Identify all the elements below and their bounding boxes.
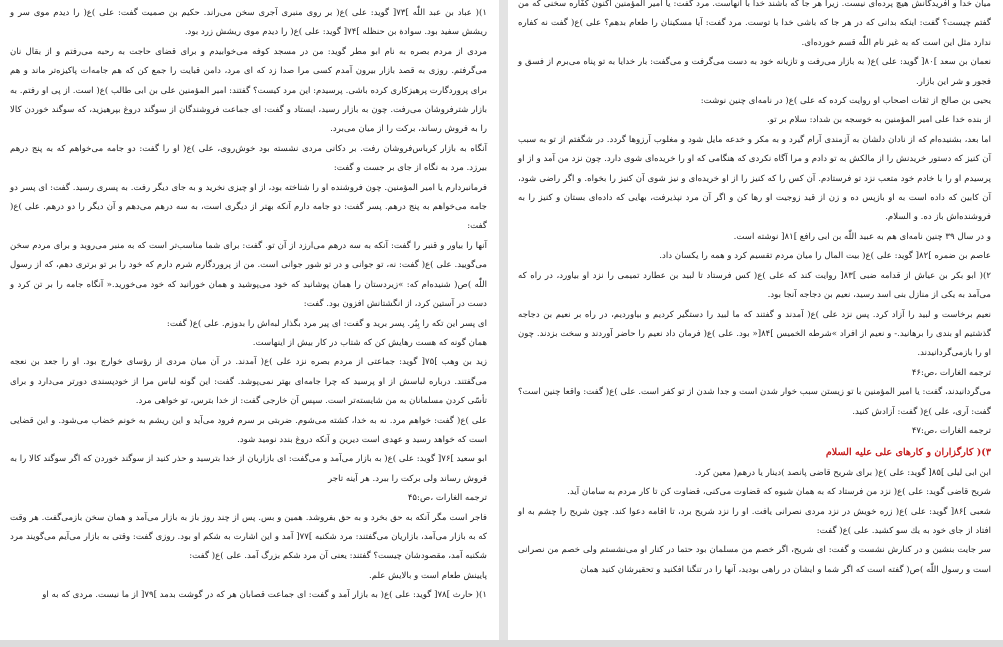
viewer-bottom-edge <box>0 640 1003 647</box>
page-number-ref: ترجمه الغارات ،ص:۴۵ <box>407 493 487 504</box>
paragraph: سر جايت بنشين و در كنارش نشست و گفت: اى شريح، اگر خصم من مسلمان بود حتما در كنار او مى‌نشستم ولى خصم من نصرانى است و رسول اللّٰه )ص( گفته است كه اگر شما و ايشان در راهى بوديد، آنها را در تنگنا افكنيد و تحقيرشان كنيد همان <box>518 545 991 575</box>
paragraph: ۱)( عباد بن عبد اللّٰه ]۷۳[ گويد: على )ع( بر روى منبرى آجرى سخن مى‌راند. حكيم بن صميت گفت: على )ع( را ديدم موى سر و ريشش سفيد بود. سوادة بن حنظله ]۷۴[ گويد: على )ع( را ديدم موى ريشش زرد بود. <box>10 8 487 38</box>
paragraph: نعمان بن سعد ]۸۰[ گويد: على )ع( به بازار مى‌رفت و تازيانه خود به دست مى‌گرفت و مى‌گفت: بار خدايا به تو پناه مى‌برم از فسق و فجور و شر اين بازار. <box>518 57 991 87</box>
paragraph: از بنده خدا على امير المؤمنين به خوسجه بن شداد: سلام بر تو. <box>767 115 991 126</box>
paragraph: عاصم بن ضمره ]۸۲[ گويد: على )ع( بيت المال را ميان مردم تقسيم كرد و همه را يكسان داد. <box>659 251 991 262</box>
paragraph: فاجر است مگر آنكه به حق بخرد و به حق بفروشد. همين و بس. پس از چند روز باز به بازار مى‌آمد و همان سخن بازمى‌گفت. هر وقت كه به بازار مى‌آمد، بازاريان مى‌گفتند: مرد شكنبه ]۷۷[ آمد و اين اشارت به شكم او بود. روزى گفت: وقتى به بازار مى‌آيم مى‌گويند مرد شكنبه آمد، مقصودشان چيست؟ گفتند: يعنى آن مرد شكم بزرگ آمد. على )ع( گفت: <box>10 512 487 562</box>
paragraph: ابو سعيد ]۷۶[ گويد: على )ع( به بازار مى‌آمد و مى‌گفت: اى بازاريان از خدا بترسيد و حذر كنيد از سوگند خوردن كه اگر سوگند كالا را به فروش رساند ولى بركت را ببرد. هر آينه تاجر <box>10 454 487 484</box>
section-heading: ۳)( كارگزاران و كارهاى على عليه السلام <box>825 447 991 459</box>
paragraph: فرمانبردارم يا امير المؤمنين. چون فروشنده او را شناخته بود، از او چيزى نخريد و به جاى ديگر رفت. به پسرى رسيد. گفت: اى پسر دو جامه مى‌خواهم به پنج درهم. پسر گفت: دو جامه دارم آنكه بهتر از ديگرى است، به سه درهم مى‌دهم و آن ديگر را دو درهم. على )ع( گفت: <box>10 182 487 232</box>
paragraph: ميان خدا و آفريدگانش هيچ پرده‌اى نيست. زيرا هر جا كه باشند خدا با آنهاست. مرد گفت: يا امير المؤمنين اكنون كفّاره سخنى كه من گفتم چيست؟ گفت: اينكه بدانى كه در هر جا كه باشى خدا با توست. مرد گفت: آيا مسكينان را طعام بدهم؟ على )ع( گفت نه كفاره ندارد مثل اين است كه به غير نام اللّٰه قسم خورده‌اى. <box>518 0 991 48</box>
paragraph: همان گونه كه هست رهايش كن كه شتاب در كار بيش از اينهاست. <box>252 337 487 348</box>
right-page <box>508 0 1003 640</box>
paragraph: يحيى بن صالح از ثقات اصحاب او روايت كرده كه على )ع( در نامه‌اى چنين نوشت: <box>700 96 991 107</box>
paragraph: ابن ابى ليلى ]۸۵[ گويد: على )ع( براى شريح قاضى پانصد )دينار يا درهم( معين كرد. <box>694 467 991 478</box>
paragraph: ۱)( حارث ]۷۸[ گويد: على )ع( به بازار آمد و گفت: اى جماعت قصابان هر كه در گوشت بدمد ]۷۹[ از ما نيست. مردى كه به او <box>42 590 487 601</box>
paragraph: مى‌گردانيدند، گفت: يا امير المؤمنين با تو زيستن سبب خوار شدن است و جدا شدن از تو كفر است. على )ع( گفت: واقعا چنين است؟ گفت: آرى، على )ع( گفت: آزادش كنيد. <box>518 387 991 417</box>
paragraph: و در سال ۳۹ چنين نامه‌اى هم به عبيد اللّٰه بن ابى رافع ]۸۱[ نوشته است. <box>733 231 991 242</box>
paragraph: آنگاه به بازار كرباس‌فروشان رفت. بر دكانى مردى نشسته بود خوش‌روى، على )ع( او را گفت: دو جامه مى‌خواهم كه به پنج درهم بيرزد. مرد به نگاه از جاى بر جست و گفت: <box>10 143 487 174</box>
page-gutter <box>499 0 508 640</box>
page-number-ref: ترجمه الغارات ،ص:۴۶ <box>911 367 991 378</box>
paragraph: شعبى ]۸۶[ گويد: على )ع( زره خويش در نزد مردى نصرانى يافت. او را نزد شريح برد، تا اقامه دعوا كند. چون شريح را چشم به او افتاد از جاى خود به يك سو كشيد. على )ع( گفت: <box>518 506 992 536</box>
paragraph: نعيم برخاست و لبيد را آزاد كرد. پس نزد على )ع( آمدند و گفتند كه ما لبيد را دستگير كرديم و بياورديم، در راه بر نعيم بن دجاجه گذشتيم او بندى را برهانيد.- و نعيم از افراد »شرطه الخميس ]۸۴[« بود. على )ع( فرمان داد نعيم را حاضر آوردند و سخت بزدند. چون او را بازمى‌گردانيدند. <box>518 309 991 359</box>
paragraph: پايينش طعام است و بالايش علم. <box>369 570 487 581</box>
page-number-ref: ترجمه الغارات ،ص:۴۷ <box>911 425 991 436</box>
left-page-text <box>10 4 487 606</box>
paragraph: على )ع( گفت: خواهم مرد. نه به خدا، كشته مى‌شوم. ضربتى بر سرم فرود مى‌آيد و اين ريشم به خونم خضاب مى‌شود. و اين قضايى است كه خواهد رسيد و عهدى است ديرين و آنكه دروغ بندد نوميد شود. <box>10 415 487 445</box>
paragraph: مردى از مردم بصره به نام ابو مطر گويد: من در مسجد كوفه مى‌خوابيدم و براى قضاى حاجت به رحبه مى‌رفتم و از بقال نان مى‌گرفتم. روزى به قصد بازار بيرون آمدم كسى مرا صدا زد كه اى مرد، دامن قبايت را جمع كن كه هم جامه‌ات پاكيزه‌تر ماند و هم براى پروردگارت پرهيزكارى كرده باشى. پرسيدم: اين مرد كيست؟ گفتند: امير المؤمنين على بن ابى طالب )ع( است. از پى او رفتم. به بازار شترفروشان مى‌رفت. چون به بازار رسيد، ايستاد و گفت: اى جماعت فروشندگان از سوگند دروغ بپرهيزيد، كه سوگند خوردن كالا را به فروش رساند، بركت را از ميان مى‌برد. <box>10 46 487 135</box>
paragraph: ۲)( ابو بكر بن عياش از قدامه ضبى ]۸۳[ روايت كند كه على )ع( كس فرستاد تا لبيد بن عطارد تميمى را نزد او بياورد، در راه كه مى‌آمد به يكى از منازل بنى اسد رسيد، نعيم بن دجاجه آنجا بود. <box>518 270 991 301</box>
paragraph: زيد بن وهب ]۷۵[ گويد: جماعتى از مردم بصره نزد على )ع( آمدند. در آن ميان مردى از رؤساى خوارج بود. او را جعد بن نعجه مى‌گفتند. درباره لباسش از او پرسيد كه چرا جامه‌اى بهتر نمى‌پوشد. گفت: اين گونه لباس مرا از خودپسندى دورتر مى‌دارد و براى تأسّى كردن مسلمانان به من شايسته‌تر است. سپس آن خارجى گفت: از خدا بترس، تو خواهى مرد. <box>10 357 487 407</box>
paragraph: آنها را بياور و قنبر را گفت: آنكه به سه درهم مى‌ارزد از آن تو. گفت: براى شما مناسب‌تر است كه به منبر مى‌رويد و براى مردم سخن مى‌گوييد. على )ع( گفت: نه، تو جوانى و در تو شور جوانى است. من از پروردگارم شرم دارم كه خود را بر تو برترى دهم، كه از رسول‌ اللّٰه )ص( شنيده‌ام كه: »زيردستان را همان پوشانيد كه خود مى‌پوشيد و همان خورانيد كه خود مى‌خوريد.« آنگاه جامه را بر تن كرد و دست در آستين كرد، از انگشتانش افزون بود. گفت: <box>10 240 487 310</box>
left-page <box>0 0 499 640</box>
paragraph: اما بعد، بشنيده‌ام كه از نادان دلشان به آزمندى آرام گيرد و به مكر و خدعه مايل شود و مغلوب آرزوها گردد. در شگفتم از تو به سبب آن كنيز كه دستور خريدنش را از مالكش به تو دادم و مرا آگاه نكردى كه هنگامى كه او را خريده‌اى شوى دارد. چون نزد من آمد و از او پرسيدم او را با خادم خود متعب نزد تو فرستادم. آن كس را كه كنيز را از او خريده‌اى و نيز شوى آن كنيز را بخواه. و اگر راضى شود، آن كابين كه داده است به او بازپس ده و زن از قيد زوجيت او رها كن و اگر آن مرد نپذيرفت، بهايى كه داده‌اى بستان و كنيز را به فروشنده‌اش باز ده. و السلام. <box>518 134 991 223</box>
paragraph: شريح قاضى گويد: على )ع( نزد من فرستاد كه به همان شيوه كه قضاوت مى‌كنى، قضاوت كن تا كار مردم به سامان آيد. <box>567 487 991 498</box>
right-page-text <box>518 0 991 580</box>
paragraph: اى پسر اين تكه را بِبُر. پسر بريد و گفت: اى پير مرد بگذار لبه‌اش را بدوزم. على )ع( گفت: <box>166 318 487 329</box>
